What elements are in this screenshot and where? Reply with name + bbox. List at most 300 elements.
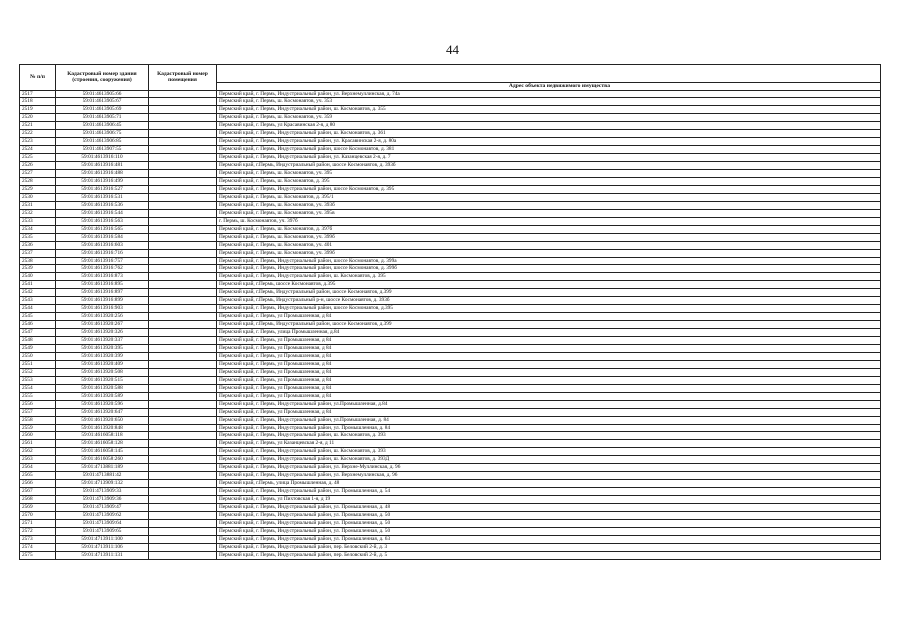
room-number (149, 432, 217, 440)
row-number: 2531 (20, 201, 56, 209)
row-number: 2546 (20, 321, 56, 329)
cadastral-number: 59:01:4613916:531 (56, 193, 149, 201)
address: Пермский край, г. Пермь, ул Промышленная, д 84 (217, 345, 881, 353)
room-number (149, 416, 217, 424)
table-row (20, 535, 881, 543)
address: Пермский край, г.Пермь, улица Промышленная, д. 48 (217, 480, 881, 488)
cadastral-number: 59:01:4713911:100 (56, 535, 149, 543)
table-row (20, 106, 881, 114)
address: Пермский край, г. Пермь, Индустриальный район, ул. Верхнемуллинская, д. 74а (217, 90, 881, 98)
cadastral-number: 59:01:4613916:757 (56, 257, 149, 265)
row-number: 2539 (20, 265, 56, 273)
table-row (20, 130, 881, 138)
cadastral-number: 59:01:4613907:55 (56, 146, 149, 154)
address: Пермский край, г. Пермь, Индустриальный район, ул. Промышленная, д. 50 (217, 519, 881, 527)
cadastral-number: 59:01:4613916:565 (56, 225, 149, 233)
room-number (149, 106, 217, 114)
address: Пермский край, г. Пермь, Индустриальный район, ул. Казанцевская 2-я, д. 7 (217, 154, 881, 162)
row-number: 2569 (20, 504, 56, 512)
address: Пермский край, г. Пермь, Индустриальный район, ш. Космонавтов, д. 393 (217, 432, 881, 440)
table-row (20, 551, 881, 559)
table-row (20, 297, 881, 305)
address: Пермский край, г. Пермь, Индустриальный район, ш. Космонавтов, д. 361 (217, 130, 881, 138)
room-number (149, 519, 217, 527)
row-number: 2535 (20, 233, 56, 241)
room-number (149, 305, 217, 313)
table-row (20, 225, 881, 233)
room-number (149, 496, 217, 504)
row-number: 2550 (20, 352, 56, 360)
row-number: 2558 (20, 416, 56, 424)
cadastral-number: 59:01:4713909:33 (56, 488, 149, 496)
address: Пермский край, г. Пермь, ш. Космонавтов, уч. 359 (217, 114, 881, 122)
table-row (20, 440, 881, 448)
room-number (149, 122, 217, 130)
table-row (20, 360, 881, 368)
table-row (20, 98, 881, 106)
cadastral-number: 59:01:4616058:145 (56, 448, 149, 456)
address: Пермский край, г. Пермь, ш. Космонавтов, уч. 353 (217, 98, 881, 106)
table-row (20, 392, 881, 400)
address: Пермский край, г. Пермь, Индустриальный район, пер. Беловский 2-й, д. 5 (217, 551, 881, 559)
address: Пермский край, г. Пермь, Индустриальный район, шоссе Космонавтов, д.395 (217, 305, 881, 313)
address: Пермский край, г. Пермь, ш. Космонавтов, уч. 401 (217, 241, 881, 249)
row-number: 2572 (20, 527, 56, 535)
room-number (149, 424, 217, 432)
room-number (149, 543, 217, 551)
address: Пермский край, г. Пермь, Индустриальный район, ул. Красавинская 2-я, д. 80а (217, 138, 881, 146)
row-number: 2519 (20, 106, 56, 114)
table-row (20, 265, 881, 273)
table-row (20, 519, 881, 527)
header-row (20, 65, 881, 83)
address: Пермский край, г. Пермь, Индустриальный район, ш. Космонавтов, д. 355 (217, 106, 881, 114)
cadastral-number: 59:01:4613916:544 (56, 209, 149, 217)
address: Пермский край, г. Пермь, Индустриальный район, ш. Космонавтов, д. 393Д (217, 456, 881, 464)
cadastral-number: 59:01:4713911:131 (56, 551, 149, 559)
table-row (20, 480, 881, 488)
cadastral-number: 59:01:4713909:36 (56, 496, 149, 504)
header-cadastral: Кадастровый номер здания (строения, сооружения) (56, 65, 149, 91)
address: Пермский край, г.Пермь, Индустриальный р-н, шоссе Космонавтов, д. 393б (217, 297, 881, 305)
row-number: 2530 (20, 193, 56, 201)
cadastral-number: 59:01:4613916:488 (56, 170, 149, 178)
row-number: 2538 (20, 257, 56, 265)
address: Пермский край, г. Пермь, Индустриальный район, пер. Беловский 2-й, д. 3 (217, 543, 881, 551)
cadastral-number: 59:01:4613920:337 (56, 337, 149, 345)
address: Пермский край, г. Пермь, Индустриальный район, ул. Промышленная, д. 54 (217, 488, 881, 496)
address: Пермский край, г. Пермь, ул Промышленная, д 84 (217, 337, 881, 345)
room-number (149, 488, 217, 496)
address: Пермский край, г. Пермь, ул Красавинская 2-я, д 80 (217, 122, 881, 130)
room-number (149, 527, 217, 535)
address: Пермский край, г. Пермь, Индустриальный район, шоссе Космонавтов, д. 399б (217, 265, 881, 273)
table-row (20, 313, 881, 321)
table-row (20, 122, 881, 130)
header-num: № п/п (20, 65, 56, 91)
row-number: 2540 (20, 273, 56, 281)
table-row (20, 416, 881, 424)
cadastral-number: 59:01:4616058:260 (56, 456, 149, 464)
address: Пермский край, г. Пермь, Индустриальный район, ул. Промышленная, д. 84 (217, 424, 881, 432)
address: Пермский край, г. Пермь, ул Промышленная, д 84 (217, 376, 881, 384)
row-number: 2557 (20, 408, 56, 416)
cadastral-number: 59:01:4613916:110 (56, 154, 149, 162)
room-number (149, 138, 217, 146)
table-row (20, 329, 881, 337)
cadastral-number: 59:01:4613920:326 (56, 329, 149, 337)
row-number: 2520 (20, 114, 56, 122)
room-number (149, 456, 217, 464)
room-number (149, 440, 217, 448)
room-number (149, 313, 217, 321)
row-number: 2566 (20, 480, 56, 488)
table-row (20, 185, 881, 193)
row-number: 2571 (20, 519, 56, 527)
row-number: 2541 (20, 281, 56, 289)
row-number: 2532 (20, 209, 56, 217)
address: Пермский край, г.Пермь, шоссе Космонавтов, д.395 (217, 281, 881, 289)
cadastral-number: 59:01:4613916:603 (56, 241, 149, 249)
cadastral-number: 59:01:4613920:588 (56, 384, 149, 392)
table-row (20, 512, 881, 520)
cadastral-number: 59:01:4613916:895 (56, 281, 149, 289)
room-number (149, 281, 217, 289)
table-row (20, 408, 881, 416)
table-row (20, 464, 881, 472)
row-number: 2561 (20, 440, 56, 448)
cadastral-number: 59:01:4613920:515 (56, 376, 149, 384)
row-number: 2528 (20, 177, 56, 185)
address: Пермский край, г. Пермь, Индустриальный район, ул. Промышленная, д. 48 (217, 504, 881, 512)
room-number (149, 225, 217, 233)
table-row (20, 337, 881, 345)
cadastral-number: 59:01:4613916:873 (56, 273, 149, 281)
table-row (20, 368, 881, 376)
row-number: 2560 (20, 432, 56, 440)
cadastral-number: 59:01:4613905:71 (56, 114, 149, 122)
cadastral-number: 59:01:4613906:75 (56, 130, 149, 138)
header-room: Кадастровый номер помещения (149, 65, 217, 91)
cadastral-number: 59:01:4613920:650 (56, 416, 149, 424)
address: Пермский край, г. Пермь, ш. Космонавтов, д. 397б (217, 225, 881, 233)
cadastral-number: 59:01:4613916:716 (56, 249, 149, 257)
cadastral-number: 59:01:4613920:589 (56, 392, 149, 400)
room-number (149, 345, 217, 353)
room-number (149, 384, 217, 392)
table-row (20, 400, 881, 408)
table-row (20, 496, 881, 504)
row-number: 2574 (20, 543, 56, 551)
row-number: 2555 (20, 392, 56, 400)
room-number (149, 289, 217, 297)
address: Пермский край, г. Пермь, Индустриальный район, шоссе Космонавтов, д. 399а (217, 257, 881, 265)
room-number (149, 376, 217, 384)
table-row (20, 201, 881, 209)
room-number (149, 249, 217, 257)
room-number (149, 368, 217, 376)
row-number: 2551 (20, 360, 56, 368)
table-row (20, 352, 881, 360)
row-number: 2568 (20, 496, 56, 504)
cadastral-number: 59:01:4713909:65 (56, 527, 149, 535)
room-number (149, 472, 217, 480)
room-number (149, 321, 217, 329)
address: Пермский край, г. Пермь, ул Промышленная, д 84 (217, 313, 881, 321)
room-number (149, 162, 217, 170)
room-number (149, 329, 217, 337)
address: Пермский край, г. Пермь, ш. Космонавтов, д. 395 (217, 177, 881, 185)
address: Пермский край, г. Пермь, ул Промышленная, д 84 (217, 384, 881, 392)
cadastral-number: 59:01:4613916:899 (56, 297, 149, 305)
table-row (20, 170, 881, 178)
cadastral-number: 59:01:4613916:499 (56, 177, 149, 185)
address: Пермский край, г. Пермь, Индустриальный район, шоссе Космонавтов, д. 381 (217, 146, 881, 154)
address: Пермский край, г. Пермь, Индустриальный район, шоссе Космонавтов, д. 395 (217, 185, 881, 193)
table-row (20, 154, 881, 162)
cadastral-number: 59:01:4613920:647 (56, 408, 149, 416)
cadastral-number: 59:01:4713881:189 (56, 464, 149, 472)
cadastral-number: 59:01:4613920:409 (56, 360, 149, 368)
cadastral-number: 59:01:4613920:508 (56, 368, 149, 376)
address: Пермский край, г. Пермь, Индустриальный район, ул.Промышленная, д.84 (217, 400, 881, 408)
table-row (20, 90, 881, 98)
address: Пермский край, г. Пермь, Индустриальный район, ул. Верхнемуллинская, д. 96 (217, 472, 881, 480)
table-row (20, 527, 881, 535)
cadastral-number: 59:01:4613920:256 (56, 313, 149, 321)
row-number: 2527 (20, 170, 56, 178)
cadastral-number: 59:01:4713909:62 (56, 512, 149, 520)
row-number: 2536 (20, 241, 56, 249)
row-number: 2549 (20, 345, 56, 353)
table-row (20, 209, 881, 217)
row-number: 2524 (20, 146, 56, 154)
row-number: 2564 (20, 464, 56, 472)
table-row (20, 543, 881, 551)
table-row (20, 384, 881, 392)
room-number (149, 130, 217, 138)
address: Пермский край, г. Пермь, Индустриальный район, ул. Промышленная, д. 50 (217, 512, 881, 520)
row-number: 2517 (20, 90, 56, 98)
table-row (20, 217, 881, 225)
cadastral-number: 59:01:4613905:66 (56, 90, 149, 98)
table-row (20, 289, 881, 297)
room-number (149, 504, 217, 512)
cadastral-number: 59:01:4613916:481 (56, 162, 149, 170)
cadastral-number: 59:01:4616058:128 (56, 440, 149, 448)
address: г. Пермь, ш. Космонавтов, уч. 397б (217, 217, 881, 225)
address: Пермский край, г. Пермь, улица Промышленная, д.84 (217, 329, 881, 337)
address: Пермский край, г. Пермь, ул Промышленная, д 84 (217, 360, 881, 368)
cadastral-number: 59:01:4613906:45 (56, 122, 149, 130)
table-row (20, 448, 881, 456)
table-row (20, 488, 881, 496)
address: Пермский край, г. Пермь, ул Казанцевская 2-я, д 11 (217, 440, 881, 448)
cadastral-number: 59:01:4713881:42 (56, 472, 149, 480)
cadastral-number: 59:01:4613920:399 (56, 352, 149, 360)
address: Пермский край, г. Пермь, Индустриальный район, ул. Промышленная, д. 63 (217, 535, 881, 543)
room-number (149, 177, 217, 185)
table-body (20, 90, 881, 559)
row-number: 2570 (20, 512, 56, 520)
room-number (149, 146, 217, 154)
row-number: 2522 (20, 130, 56, 138)
row-number: 2544 (20, 305, 56, 313)
address: Пермский край, г. Пермь, Индустриальный район, ул. Промышленная, д. 50 (217, 527, 881, 535)
header-address-blank (217, 65, 881, 83)
row-number: 2562 (20, 448, 56, 456)
room-number (149, 233, 217, 241)
address: Пермский край, г. Пермь, ш. Космонавтов, уч. 395 (217, 170, 881, 178)
cadastral-number: 59:01:4613916:563 (56, 217, 149, 225)
room-number (149, 448, 217, 456)
table-row (20, 504, 881, 512)
row-number: 2529 (20, 185, 56, 193)
room-number (149, 408, 217, 416)
cadastral-number: 59:01:4713909:47 (56, 504, 149, 512)
row-number: 2565 (20, 472, 56, 480)
room-number (149, 512, 217, 520)
room-number (149, 480, 217, 488)
room-number (149, 464, 217, 472)
row-number: 2553 (20, 376, 56, 384)
table-row (20, 281, 881, 289)
cadastral-number: 59:01:4613916:584 (56, 233, 149, 241)
address: Пермский край, г. Пермь, ул Пихтовская 1-я, д 19 (217, 496, 881, 504)
table-row (20, 241, 881, 249)
address: Пермский край, г. Пермь, ш. Космонавтов, уч. 399б (217, 233, 881, 241)
room-number (149, 193, 217, 201)
room-number (149, 352, 217, 360)
cadastral-number: 59:01:4613905:69 (56, 106, 149, 114)
room-number (149, 257, 217, 265)
row-number: 2537 (20, 249, 56, 257)
row-number: 2542 (20, 289, 56, 297)
room-number (149, 201, 217, 209)
row-number: 2554 (20, 384, 56, 392)
cadastral-number: 59:01:4613916:903 (56, 305, 149, 313)
table-row (20, 177, 881, 185)
table-row (20, 138, 881, 146)
registry-table (19, 64, 881, 560)
address: Пермский край, г. Пермь, ш. Космонавтов, уч. 395в (217, 209, 881, 217)
room-number (149, 114, 217, 122)
room-number (149, 392, 217, 400)
room-number (149, 217, 217, 225)
address: Пермский край, г.Пермь, Индустриальный район, шоссе Космонавтов, д.399 (217, 289, 881, 297)
table-row (20, 472, 881, 480)
cadastral-number: 59:01:4613916:762 (56, 265, 149, 273)
address: Пермский край, г. Пермь, Индустриальный район, ул.Промышленная, д. 84 (217, 416, 881, 424)
room-number (149, 360, 217, 368)
room-number (149, 551, 217, 559)
row-number: 2563 (20, 456, 56, 464)
row-number: 2559 (20, 424, 56, 432)
cadastral-number: 59:01:4613905:67 (56, 98, 149, 106)
address: Пермский край, г. Пермь, ул Промышленная, д 84 (217, 392, 881, 400)
address: Пермский край, г. Пермь, ул Промышленная, д 84 (217, 408, 881, 416)
table-row (20, 456, 881, 464)
room-number (149, 98, 217, 106)
address: Пермский край, г. Пермь, ул Промышленная, д 84 (217, 352, 881, 360)
page-number: 44 (446, 42, 459, 57)
row-number: 2521 (20, 122, 56, 130)
table-row (20, 257, 881, 265)
row-number: 2518 (20, 98, 56, 106)
cadastral-number: 59:01:4616058:118 (56, 432, 149, 440)
cadastral-number: 59:01:4713909:132 (56, 480, 149, 488)
header-address: Адрес объекта недвижимого имущества (217, 83, 881, 91)
address: Пермский край, г.Пермь, Индустриальный район, шоссе Космонавтов, д. 393б (217, 162, 881, 170)
row-number: 2547 (20, 329, 56, 337)
room-number (149, 90, 217, 98)
room-number (149, 337, 217, 345)
room-number (149, 185, 217, 193)
cadastral-number: 59:01:4613916:536 (56, 201, 149, 209)
row-number: 2534 (20, 225, 56, 233)
cadastral-number: 59:01:4613916:897 (56, 289, 149, 297)
table-row (20, 432, 881, 440)
room-number (149, 265, 217, 273)
cadastral-number: 59:01:4713909:64 (56, 519, 149, 527)
row-number: 2573 (20, 535, 56, 543)
table-row (20, 249, 881, 257)
cadastral-number: 59:01:4613920:267 (56, 321, 149, 329)
room-number (149, 535, 217, 543)
row-number: 2523 (20, 138, 56, 146)
room-number (149, 400, 217, 408)
room-number (149, 154, 217, 162)
cadastral-number: 59:01:4613920:596 (56, 400, 149, 408)
address: Пермский край, г. Пермь, Индустриальный район, ш. Космонавтов, д. 395 (217, 273, 881, 281)
row-number: 2526 (20, 162, 56, 170)
address: Пермский край, г. Пермь, Индустриальный район, ш. Космонавтов, д. 393 (217, 448, 881, 456)
row-number: 2556 (20, 400, 56, 408)
table-row (20, 273, 881, 281)
table-row (20, 193, 881, 201)
table-row (20, 424, 881, 432)
address: Пермский край, г. Пермь, Индустриальный район, ул. Верхне-Муллинская, д. 96 (217, 464, 881, 472)
cadastral-number: 59:01:4613920:848 (56, 424, 149, 432)
cadastral-number: 59:01:4613916:527 (56, 185, 149, 193)
row-number: 2552 (20, 368, 56, 376)
table-row (20, 146, 881, 154)
cadastral-number: 59:01:4613920:395 (56, 345, 149, 353)
table-row (20, 345, 881, 353)
room-number (149, 209, 217, 217)
address: Пермский край, г. Пермь, ш. Космонавтов, уч. 393б (217, 201, 881, 209)
table-row (20, 114, 881, 122)
row-number: 2525 (20, 154, 56, 162)
row-number: 2533 (20, 217, 56, 225)
row-number: 2575 (20, 551, 56, 559)
table-row (20, 305, 881, 313)
row-number: 2543 (20, 297, 56, 305)
address: Пермский край, г. Пермь, ш. Космонавтов, уч. 399б (217, 249, 881, 257)
address: Пермский край, г. Пермь, ул Промышленная, д 84 (217, 368, 881, 376)
table-row (20, 321, 881, 329)
row-number: 2545 (20, 313, 56, 321)
row-number: 2567 (20, 488, 56, 496)
table-row (20, 162, 881, 170)
room-number (149, 273, 217, 281)
room-number (149, 297, 217, 305)
address: Пермский край, г.Пермь, Индустриальный район, шоссе Космонавтов, д.399 (217, 321, 881, 329)
cadastral-number: 59:01:4613906:85 (56, 138, 149, 146)
row-number: 2548 (20, 337, 56, 345)
cadastral-number: 59:01:4713911:106 (56, 543, 149, 551)
table-row (20, 376, 881, 384)
